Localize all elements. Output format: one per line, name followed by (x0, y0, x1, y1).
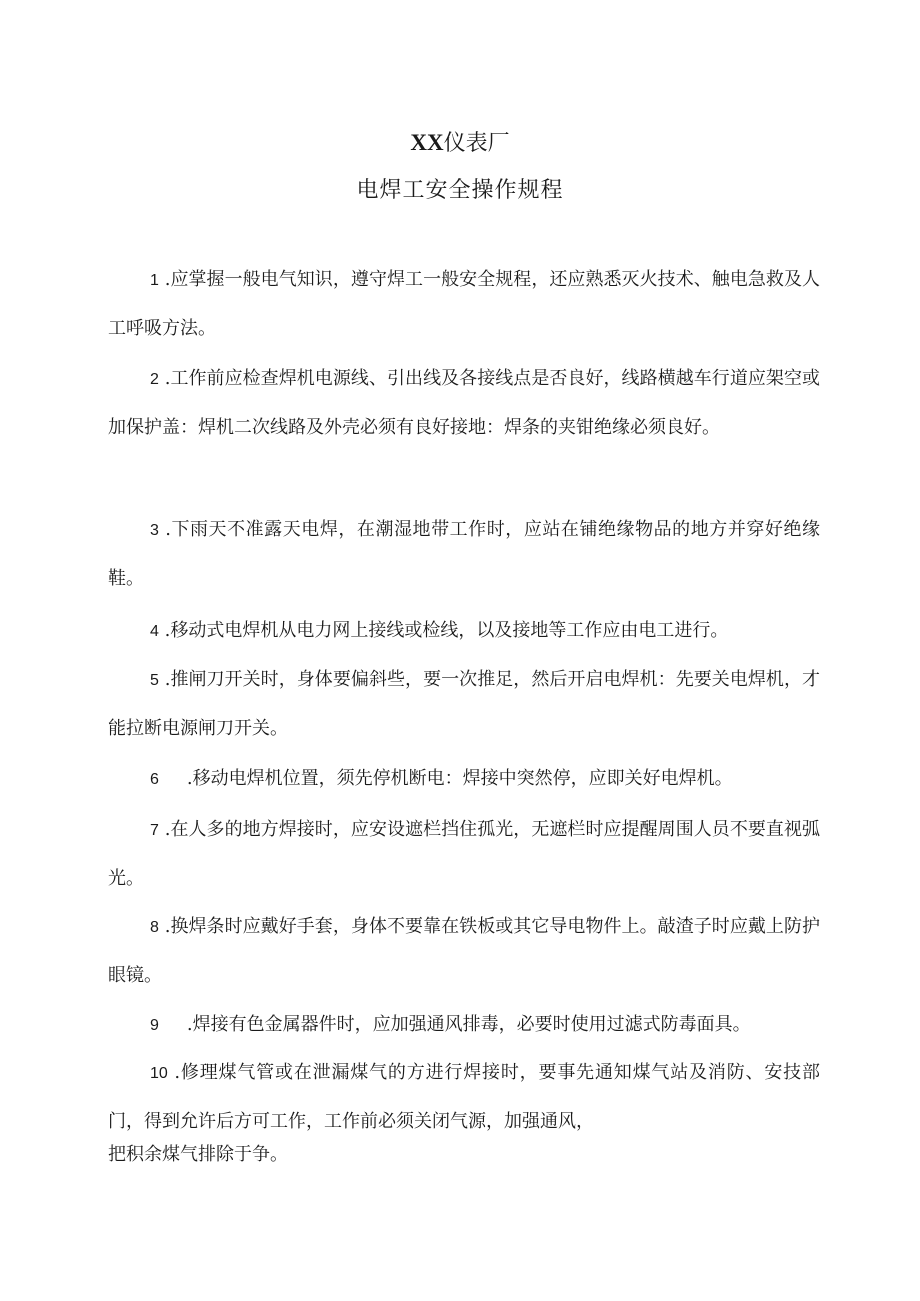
rule-text: .推闸刀开关时，身体要偏斜些，要一次推足，然后开启电焊机：先要关电焊机，才能拉断电源闸刀开关。 (108, 669, 821, 739)
company-name (0, 126, 920, 161)
rule-text: .移动式电焊机从电力网上接线或检线，以及接地等工作应由电工进行。 (164, 620, 729, 641)
rule-number: 6 (150, 771, 159, 788)
rule-item (108, 903, 820, 999)
rule-item (108, 506, 820, 602)
rule-number: 7 (150, 822, 159, 839)
rule-item (108, 806, 820, 902)
rule-text: .下雨天不准露天电焊，在潮湿地带工作时，应站在铺绝缘物品的地方并穿好绝缘鞋。 (108, 519, 821, 589)
rule-number: 10 (150, 1065, 168, 1082)
rule-text: .工作前应检查焊机电源线、引出线及各接线点是否良好，线路横越车行道应架空或加保护盖：焊机二次线路及外壳必须有良好接地：焊条的夹钳绝缘必须良好。 (108, 368, 821, 438)
rule-number: 5 (150, 672, 159, 689)
company-prefix: XX (410, 130, 444, 155)
rule-item (108, 755, 820, 804)
rule-text: .移动电焊机位置，须先停机断电：焊接中突然停，应即关好电焊机。 (186, 768, 733, 789)
rule-item (108, 607, 820, 656)
rule-item (108, 256, 820, 352)
rule-number: 9 (150, 1017, 159, 1034)
rule-number: 1 (150, 272, 159, 289)
rule-text-continuation: 把积余煤气排除于争。 (108, 1144, 288, 1165)
rule-text: .应掌握一般电气知识，遵守焊工一般安全规程，还应熟悉灭火技术、触电急救及人工呼吸方法。 (108, 269, 821, 339)
rule-item (108, 1001, 820, 1050)
rule-number: 3 (150, 522, 159, 539)
rule-text: .换焊条时应戴好手套，身体不要靠在铁板或其它导电物件上。敲渣子时应戴上防护眼镜。 (108, 916, 821, 986)
rule-number: 8 (150, 919, 159, 936)
document-title: 电焊工安全操作规程 (356, 178, 564, 203)
rule-item (108, 656, 820, 752)
rule-item (108, 1049, 820, 1146)
rule-text: .在人多的地方焊接时，应安设遮栏挡住孤光，无遮栏时应提醒周围人员不要直视弧光。 (108, 819, 821, 889)
rule-text: .焊接有色金属器件时，应加强通风排毒，必要时使用过滤式防毒面具。 (186, 1014, 751, 1035)
rule-number: 4 (150, 623, 159, 640)
rule-item (108, 355, 820, 451)
company-suffix: 仪表厂 (443, 131, 510, 156)
rule-text: .修理煤气管或在泄漏煤气的方进行焊接时，要事先通知煤气站及消防、安技部门，得到允许后方可工作，工作前必须关闭气源，加强通风， (108, 1062, 820, 1132)
rule-number: 2 (150, 371, 159, 388)
